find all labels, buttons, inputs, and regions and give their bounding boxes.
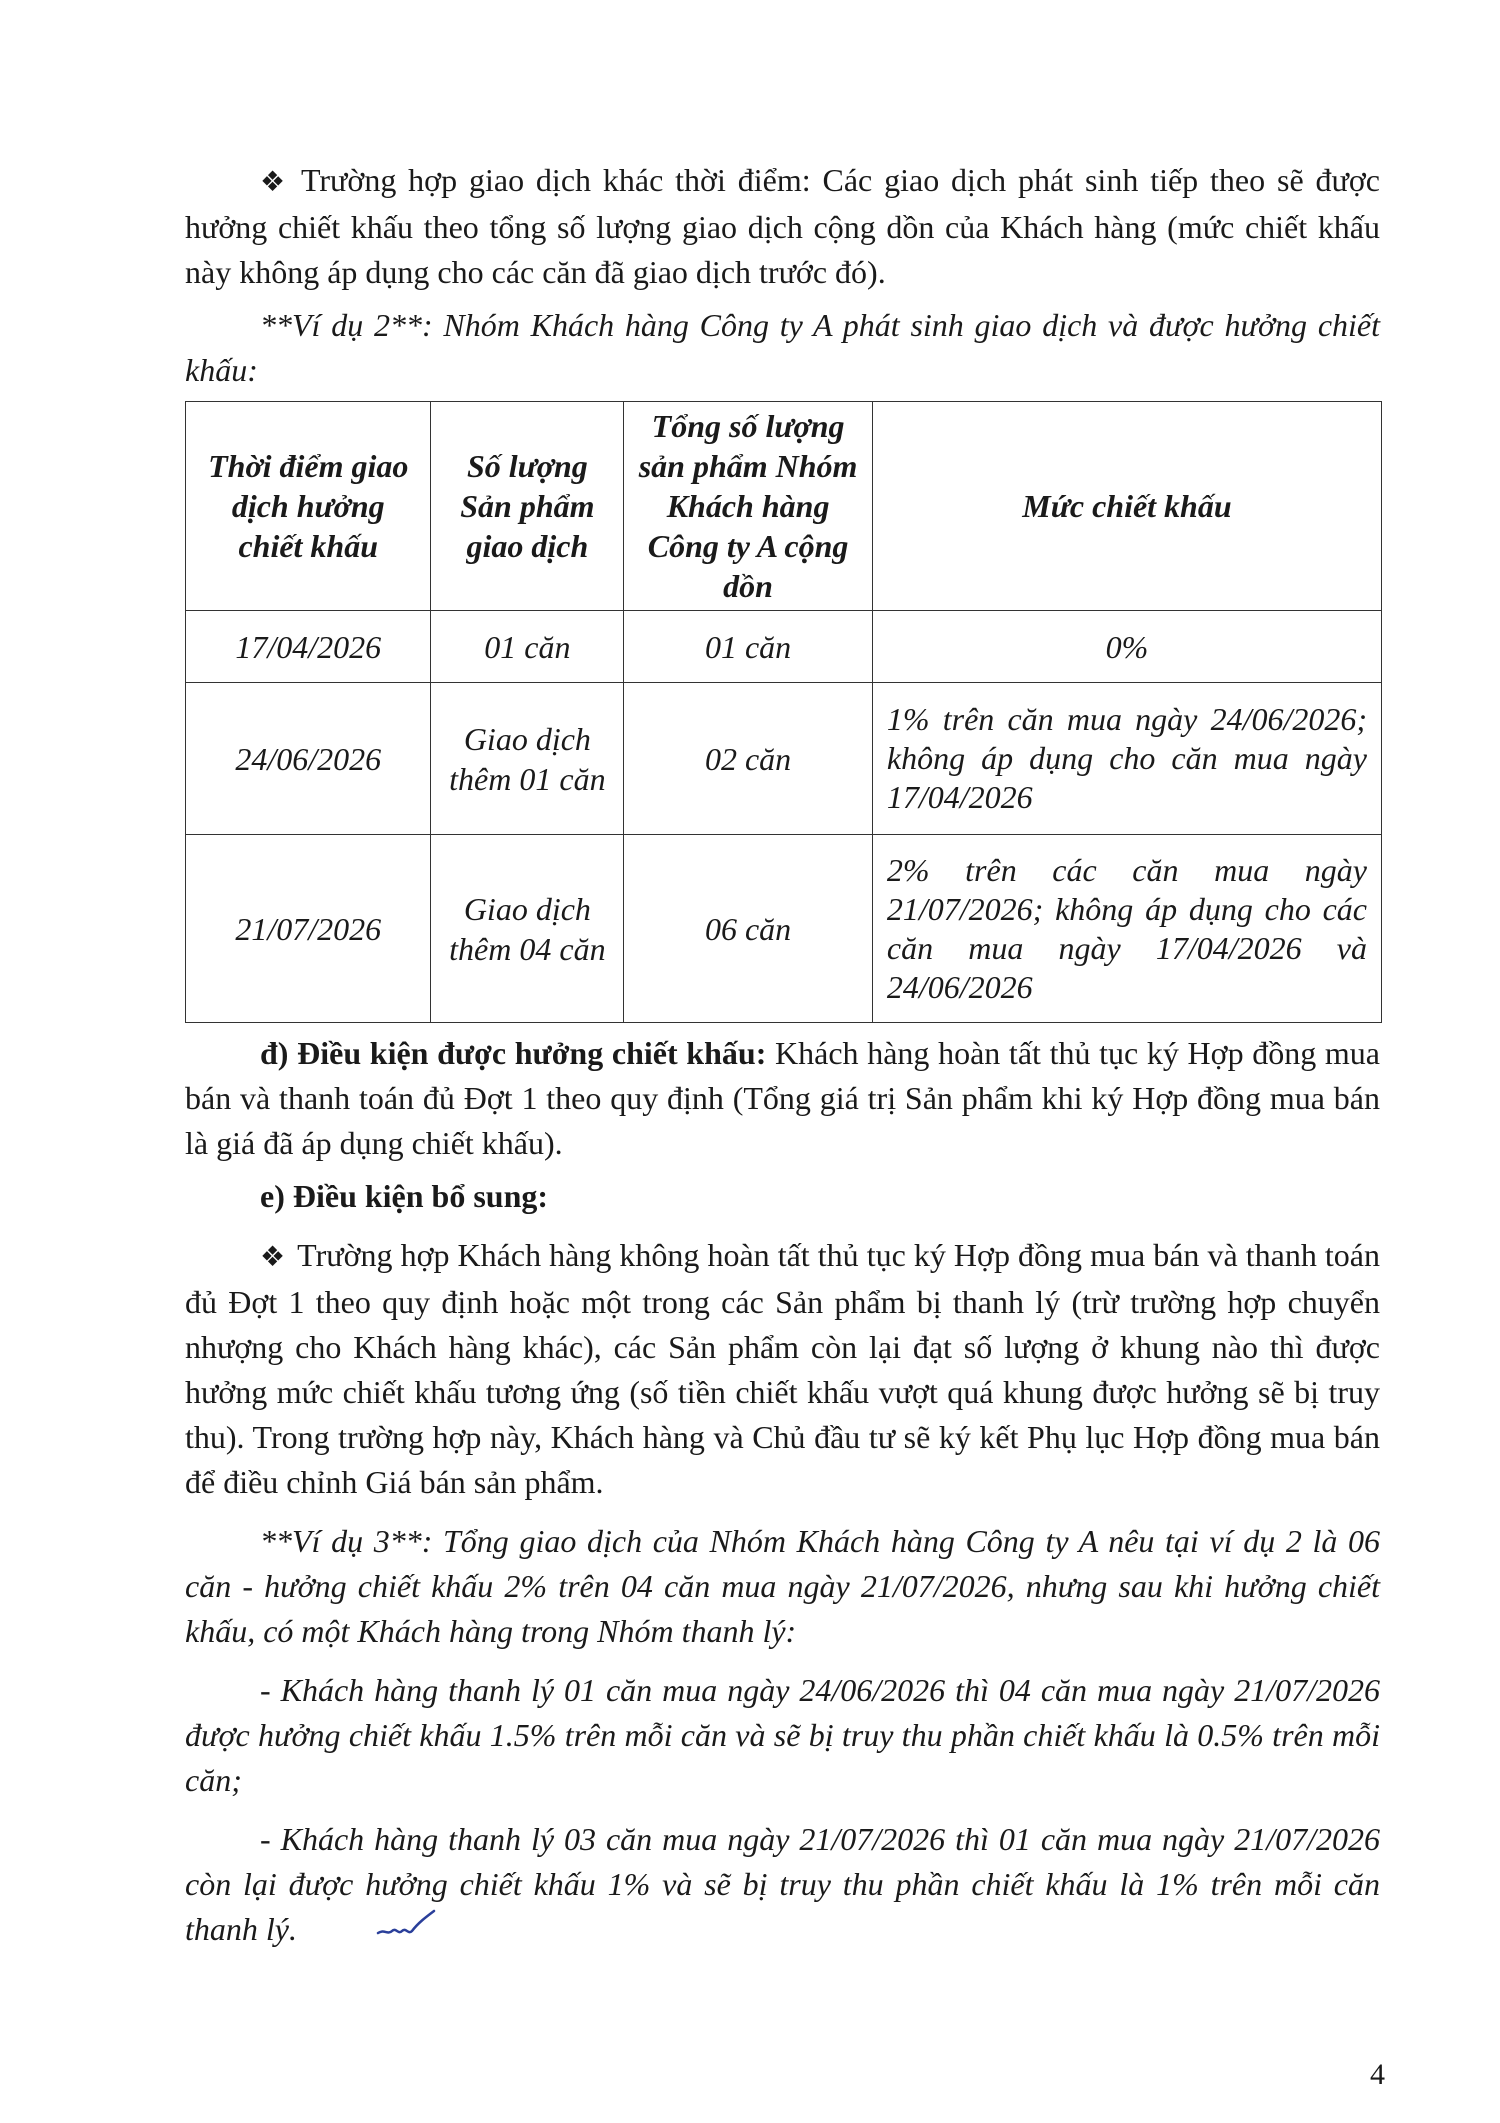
- section-d-paragraph: [185, 1031, 1380, 1166]
- diamond-bullet-icon: ❖: [260, 167, 289, 198]
- table-cell: 21/07/2026: [186, 835, 431, 1023]
- diamond-bullet-icon: ❖: [260, 1242, 286, 1273]
- section-d-text: Khách hàng hoàn tất thủ tục ký Hợp đồng mua bán và thanh toán đủ Đợt 1 theo quy định (Tổng giá trị Sản phẩm khi ký Hợp đồng mua bán là giá đã áp dụng chiết khấu).: [185, 1035, 1381, 1161]
- table-header-cell: Số lượng Sản phẩm giao dịch: [431, 402, 624, 611]
- bullet-paragraph-1: ❖ Trường hợp giao dịch khác thời điểm: Các giao dịch phát sinh tiếp theo sẽ được hưởng chiết khấu theo tổng số lượng giao dịch cộng dồn của Khách hàng (mức chiết khấu này không áp dụng cho các căn đã giao dịch trước đó).: [185, 162, 1380, 290]
- table-cell: Giao dịch thêm 04 căn: [431, 835, 624, 1023]
- table-cell: 02 căn: [624, 683, 873, 835]
- example-3-case-2: - Khách hàng thanh lý 03 căn mua ngày 21/07/2026 thì 01 căn mua ngày 21/07/2026 còn lại được hưởng chiết khấu 1% và sẽ bị truy thu phần chiết khấu là 1% trên mỗi căn thanh lý.: [185, 1817, 1380, 1957]
- example-2: **Ví dụ 2**: Nhóm Khách hàng Công ty A phát sinh giao dịch và được hưởng chiết khấu:: [185, 307, 1380, 388]
- page-content: [185, 158, 1380, 1957]
- table-cell: 0%: [872, 611, 1381, 683]
- page-number: 4: [1370, 2058, 1385, 2091]
- section-e-heading: e) Điều kiện bổ sung:: [260, 1178, 549, 1214]
- table-cell: 06 căn: [624, 835, 873, 1023]
- table-cell: 1% trên căn mua ngày 24/06/2026; không áp dụng cho căn mua ngày 17/04/2026: [872, 683, 1381, 835]
- discount-table: [185, 401, 1382, 1023]
- table-header-cell: Thời điểm giao dịch hưởng chiết khấu: [186, 402, 431, 611]
- bullet-paragraph-2: ❖ Trường hợp Khách hàng không hoàn tất thủ tục ký Hợp đồng mua bán và thanh toán đủ Đợt 1 theo quy định hoặc một trong các Sản phẩm bị thanh lý (trừ trường hợp chuyển nhượng cho Khách hàng khác), các Sản phẩm còn lại đạt số lượng ở khung nào thì được hưởng mức chiết khấu tương ứng (số tiền chiết khấu vượt quá khung được hưởng sẽ bị truy thu). Trong trường hợp này, Khách hàng và Chủ đầu tư sẽ ký kết Phụ lục Hợp đồng mua bán để điều chỉnh Giá bán sản phẩm.: [185, 1237, 1381, 1500]
- example-3-case-1: - Khách hàng thanh lý 01 căn mua ngày 24/06/2026 thì 04 căn mua ngày 21/07/2026 được hưởng chiết khấu 1.5% trên mỗi căn và sẽ bị truy thu phần chiết khấu là 0.5% trên mỗi căn;: [185, 1672, 1380, 1798]
- table-header-cell: Mức chiết khấu: [872, 402, 1381, 611]
- table-cell: 24/06/2026: [186, 683, 431, 835]
- table-header-cell: Tổng số lượng sản phẩm Nhóm Khách hàng Công ty A cộng dồn: [624, 402, 873, 611]
- section-d-heading: đ) Điều kiện được hưởng chiết khấu:: [260, 1035, 767, 1071]
- table-cell: 01 căn: [624, 611, 873, 683]
- signature-initials-icon: [301, 1909, 438, 1957]
- table-row: [186, 683, 1382, 835]
- example-3: **Ví dụ 3**: Tổng giao dịch của Nhóm Khách hàng Công ty A nêu tại ví dụ 2 là 06 căn - hưởng chiết khấu 2% trên 04 căn mua ngày 21/07/2026, nhưng sau khi hưởng chiết khấu, có một Khách hàng trong Nhóm thanh lý:: [185, 1523, 1380, 1649]
- table-row: [186, 835, 1382, 1023]
- table-cell: 2% trên các căn mua ngày 21/07/2026; không áp dụng cho các căn mua ngày 17/04/2026 và 24/06/2026: [872, 835, 1381, 1023]
- table-cell: 17/04/2026: [186, 611, 431, 683]
- table-row: [186, 611, 1382, 683]
- table-cell: 01 căn: [431, 611, 624, 683]
- table-header-row: [186, 402, 1382, 611]
- table-cell: Giao dịch thêm 01 căn: [431, 683, 624, 835]
